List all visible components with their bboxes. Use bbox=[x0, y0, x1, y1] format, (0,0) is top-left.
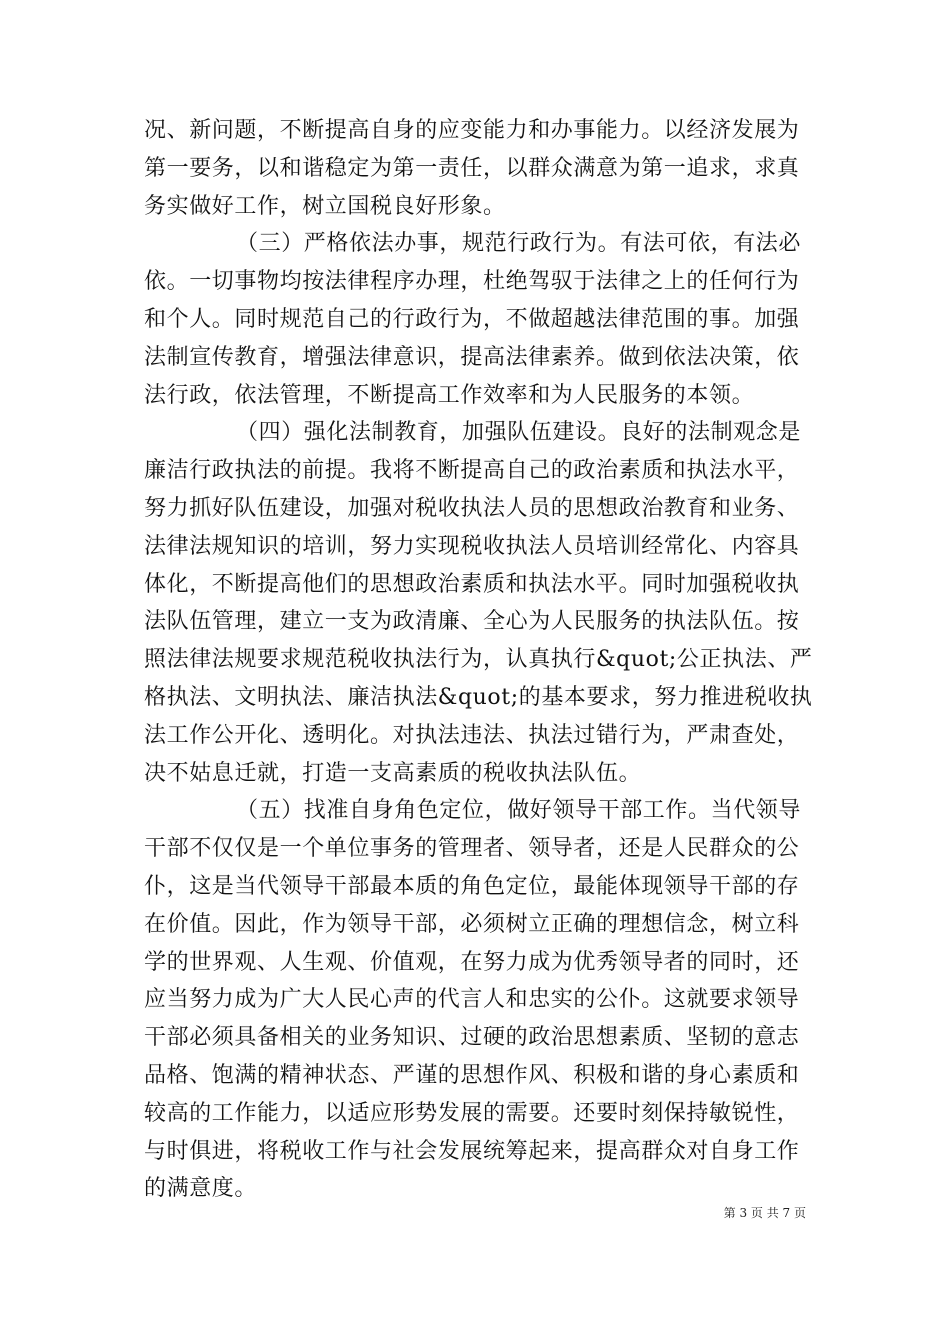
text-line: 体化，不断提高他们的思想政治素质和执法水平。同时加强税收执 bbox=[144, 571, 800, 597]
text-line: 法队伍管理，建立一支为政清廉、全心为人民服务的执法队伍。按 bbox=[144, 609, 800, 635]
text-line: 干部不仅仅是一个单位事务的管理者、领导者，还是人民群众的公 bbox=[144, 836, 800, 862]
text-line: 第一要务，以和谐稳定为第一责任，以群众满意为第一追求，求真 bbox=[144, 155, 800, 181]
text-line: 格执法、文明执法、廉洁执法&quot;的基本要求，努力推进税收执 bbox=[144, 684, 813, 710]
paragraph-section-4 bbox=[144, 414, 813, 792]
text-line: 努力抓好队伍建设，加强对税收执法人员的思想政治教育和业务、 bbox=[144, 495, 800, 521]
text-line: （三）严格依法办事，规范行政行为。有法可依，有法必 bbox=[236, 231, 802, 257]
text-line: 况、新问题，不断提高自身的应变能力和办事能力。以经济发展为 bbox=[144, 118, 800, 143]
text-line: 廉洁行政执法的前提。我将不断提高自己的政治素质和执法水平， bbox=[144, 458, 800, 484]
text-line: 和个人。同时规范自己的行政行为，不做超越法律范围的事。加强 bbox=[144, 306, 800, 332]
text-line: 较高的工作能力，以适应形势发展的需要。还要时刻保持敏锐性， bbox=[144, 1100, 800, 1126]
text-line: 法行政，依法管理，不断提高工作效率和为人民服务的本领。 bbox=[144, 382, 755, 408]
paragraph-continuation bbox=[144, 112, 808, 225]
text-line: 法律法规知识的培训，努力实现税收执法人员培训经常化、内容具 bbox=[144, 533, 800, 559]
text-line: 学的世界观、人生观、价值观，在努力成为优秀领导者的同时，还 bbox=[144, 949, 800, 975]
text-line: 照法律法规要求规范税收执法行为，认真执行&quot;公正执法、严 bbox=[144, 647, 813, 673]
paragraph-section-5 bbox=[144, 792, 808, 1208]
text-line: 与时俱进，将税收工作与社会发展统筹起来，提高群众对自身工作 bbox=[144, 1138, 800, 1164]
text-line: 决不姑息迁就，打造一支高素质的税收执法队伍。 bbox=[144, 760, 642, 786]
paragraph-section-3 bbox=[144, 225, 808, 414]
text-line: （五）找准自身角色定位，做好领导干部工作。当代领导 bbox=[236, 798, 802, 824]
text-line: 仆，这是当代领导干部最本质的角色定位，最能体现领导干部的存 bbox=[144, 873, 800, 899]
text-line: （四）强化法制教育，加强队伍建设。良好的法制观念是 bbox=[236, 420, 802, 446]
body-text bbox=[144, 112, 813, 1208]
text-line: 应当努力成为广大人民心声的代言人和忠实的公仆。这就要求领导 bbox=[144, 987, 800, 1013]
text-line: 在价值。因此，作为领导干部，必须树立正确的理想信念，树立科 bbox=[144, 911, 800, 937]
text-line: 干部必须具备相关的业务知识、过硬的政治思想素质、坚韧的意志 bbox=[144, 1025, 800, 1051]
text-line: 法工作公开化、透明化。对执法违法、执法过错行为，严肃查处， bbox=[144, 722, 800, 748]
text-line: 品格、饱满的精神状态、严谨的思想作风、积极和谐的身心素质和 bbox=[144, 1062, 800, 1088]
text-line: 的满意度。 bbox=[144, 1176, 258, 1202]
page-number-footer: 第 3 页 共 7 页 bbox=[723, 1206, 806, 1220]
text-line: 法制宣传教育，增强法律意识，提高法律素养。做到依法决策，依 bbox=[144, 344, 800, 370]
text-line: 务实做好工作，树立国税良好形象。 bbox=[144, 193, 506, 219]
text-line: 依。一切事物均按法律程序办理，杜绝驾驭于法律之上的任何行为 bbox=[144, 269, 800, 295]
